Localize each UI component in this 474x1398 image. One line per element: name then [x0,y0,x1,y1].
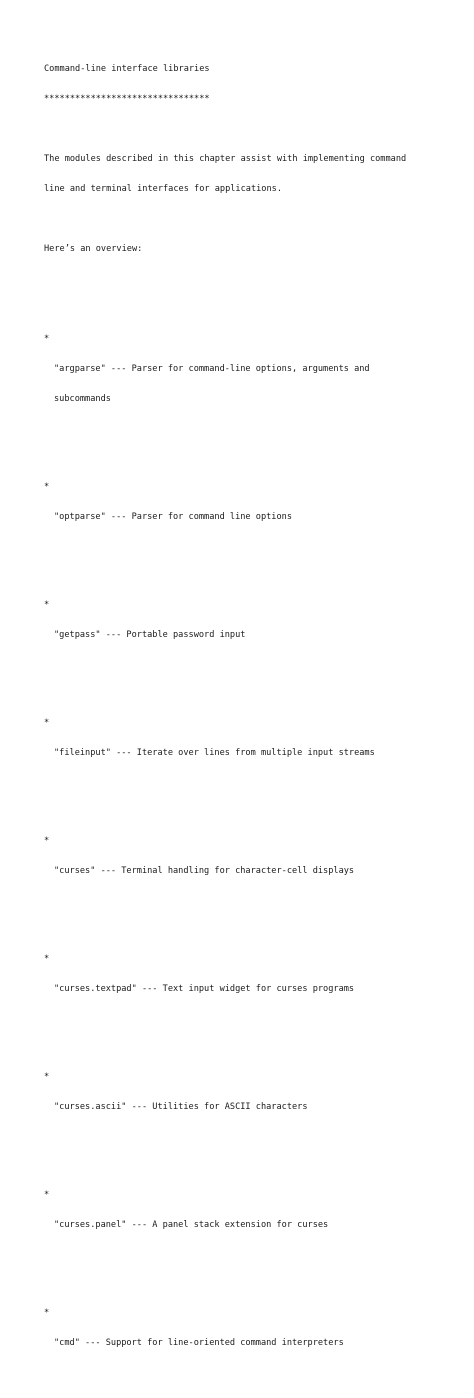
overview-label: Here’s an overview: [44,244,143,254]
page-title: Command-line interface libraries [44,64,210,74]
bullet-marker: * [44,1308,50,1318]
list-item-curses-textpad [44,954,444,1014]
list-item-curses-ascii [44,1072,444,1132]
spacer [44,444,444,452]
list-item-cmd [44,1308,444,1368]
spacer [44,798,444,806]
bullet-marker: * [44,718,50,728]
list-item-curses [44,836,444,896]
bullet-marker: * [44,482,50,492]
spacer [44,1152,444,1160]
spacer [44,916,444,924]
title-underline: ******************************** [44,94,210,104]
module-list [44,314,444,1388]
spacer [44,680,444,688]
bullet-marker: * [44,600,50,610]
list-item-text: "curses.textpad" --- Text input widget for curses programs [54,984,355,994]
spacer [44,1034,444,1042]
spacer [44,124,444,134]
list-item-fileinput [44,718,444,778]
list-item-argparse [44,334,444,424]
bullet-marker: * [44,836,50,846]
list-item-curses-panel [44,1190,444,1250]
list-item-text: "curses.panel" --- A panel stack extension for curses [54,1220,329,1230]
bullet-marker: * [44,334,50,344]
list-item-text: "curses.ascii" --- Utilities for ASCII characters [54,1102,308,1112]
bullet-marker: * [44,1072,50,1082]
bullet-marker: * [44,1190,50,1200]
spacer [44,562,444,570]
spacer [44,214,444,224]
list-item-text: "optparse" --- Parser for command line options [54,512,292,522]
list-item-text: "cmd" --- Support for line-oriented command interpreters [54,1338,344,1348]
list-item-getpass [44,600,444,660]
spacer [44,274,444,284]
intro-line-1: The modules described in this chapter assist with implementing command [44,154,407,164]
list-item-optparse [44,482,444,542]
bullet-marker: * [44,954,50,964]
intro-line-2: line and terminal interfaces for applications. [44,184,282,194]
list-item-text-continued: subcommands [54,394,111,404]
list-item-text: "argparse" --- Parser for command-line options, arguments and [54,364,370,374]
list-item-text: "getpass" --- Portable password input [54,630,246,640]
list-item-text: "fileinput" --- Iterate over lines from multiple input streams [54,748,375,758]
list-item-text: "curses" --- Terminal handling for character-cell displays [54,866,355,876]
document-page [44,44,444,1398]
spacer [44,1270,444,1278]
